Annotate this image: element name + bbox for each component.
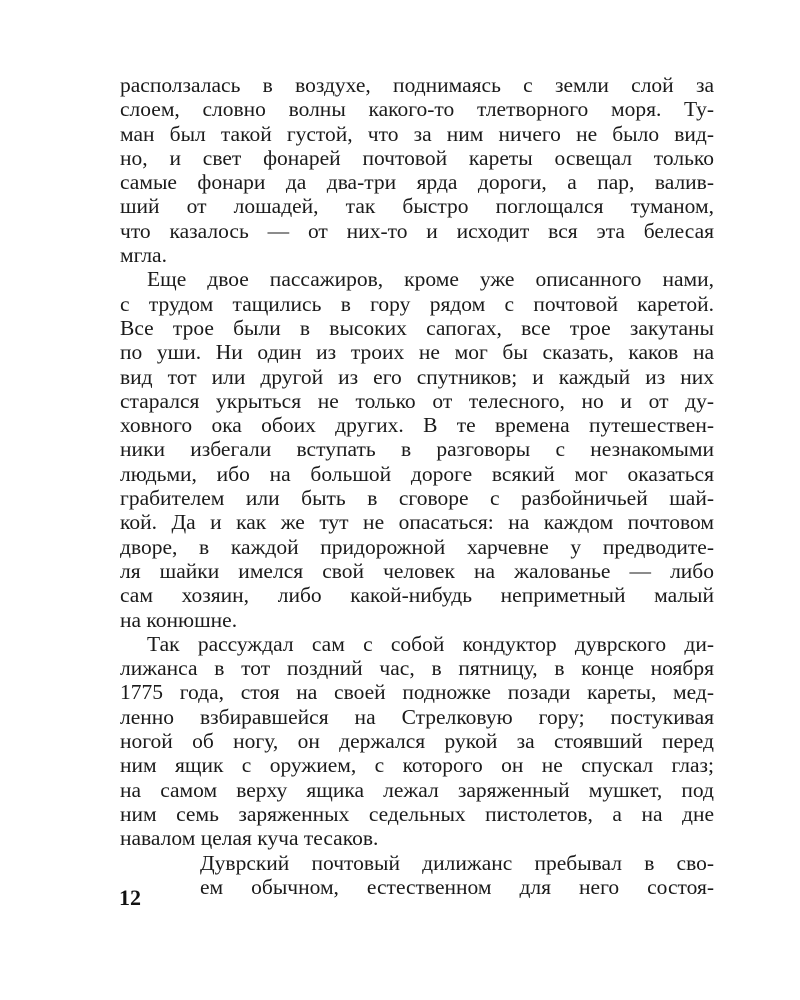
- text-line: мгла.: [120, 243, 167, 268]
- text-line: самые фонари да два-три ярда дороги, а пар, валив-: [120, 170, 714, 195]
- text-line: но, и свет фонарей почтовой кареты освещал только: [120, 145, 714, 170]
- text-line: Все трое были в высоких сапогах, все трое закутаны: [120, 315, 714, 340]
- text-line: на конюшне.: [120, 607, 238, 632]
- text-line: навалом целая куча тесаков.: [120, 826, 379, 851]
- text-line: ман был такой густой, что за ним ничего не было вид-: [120, 121, 714, 146]
- text-line: дворе, в каждой придорожной харчевне у предводите-: [120, 534, 714, 559]
- text-line: что казалось — от них-то и исходит вся эта белесая: [120, 218, 714, 243]
- text-line: 1775 года, стоя на своей подножке позади кареты, мед-: [120, 680, 714, 705]
- text-line: ногой об ногу, он держался рукой за стоявший перед: [120, 729, 714, 754]
- text-line: сам хозяин, либо какой-нибудь неприметный малый: [120, 583, 714, 608]
- text-line: ники избегали вступать в разговоры с незнакомыми: [120, 437, 714, 462]
- body-text: [120, 73, 714, 899]
- text-line: слоем, словно волны какого-то тлетворного моря. Ту-: [120, 97, 714, 122]
- text-line: на самом верху ящика лежал заряженный мушкет, под: [120, 777, 714, 802]
- text-line: по уши. Ни один из троих не мог бы сказать, каков на: [120, 340, 714, 365]
- paragraph-start-line: Так рассуждал сам с собой кондуктор дуврского ди-: [147, 631, 714, 656]
- text-line: ним семь заряженных седельных пистолетов, а на дне: [120, 801, 714, 826]
- text-line: старался укрыться не только от телесного, но и от ду-: [120, 388, 714, 413]
- text-line: людьми, ибо на большой дороге всякий мог оказаться: [120, 461, 714, 486]
- text-line: с трудом тащились в гору рядом с почтовой каретой.: [120, 291, 714, 316]
- paragraph-start-line: Еще двое пассажиров, кроме уже описанного нами,: [147, 267, 714, 292]
- text-line: кой. Да и как же тут не опасаться: на каждом почтовом: [120, 510, 714, 535]
- text-line: ля шайки имелся свой человек на жалованье — либо: [120, 558, 714, 583]
- text-line: ший от лошадей, так быстро поглощался туманом,: [120, 194, 714, 219]
- text-line: лижанса в тот поздний час, в пятницу, в конце ноября: [120, 656, 714, 681]
- text-line: грабителем или быть в сговоре с разбойничьей шай-: [120, 486, 714, 511]
- page-number: 12: [119, 885, 141, 910]
- text-line: вид тот или другой из его спутников; и каждый из них: [120, 364, 714, 389]
- text-line: ленно взбиравшейся на Стрелковую гору; постукивая: [120, 704, 714, 729]
- paragraph-start-line: Дуврский почтовый дилижанс пребывал в сво-: [200, 850, 714, 875]
- text-line: расползалась в воздухе, поднимаясь с земли слой за: [120, 73, 714, 97]
- text-line: ним ящик с оружием, с которого он не спускал глаз;: [120, 753, 714, 778]
- text-line: ем обычном, естественном для него состоя-: [200, 874, 714, 899]
- text-line: ховного ока обоих других. В те времена путешествен-: [120, 413, 714, 438]
